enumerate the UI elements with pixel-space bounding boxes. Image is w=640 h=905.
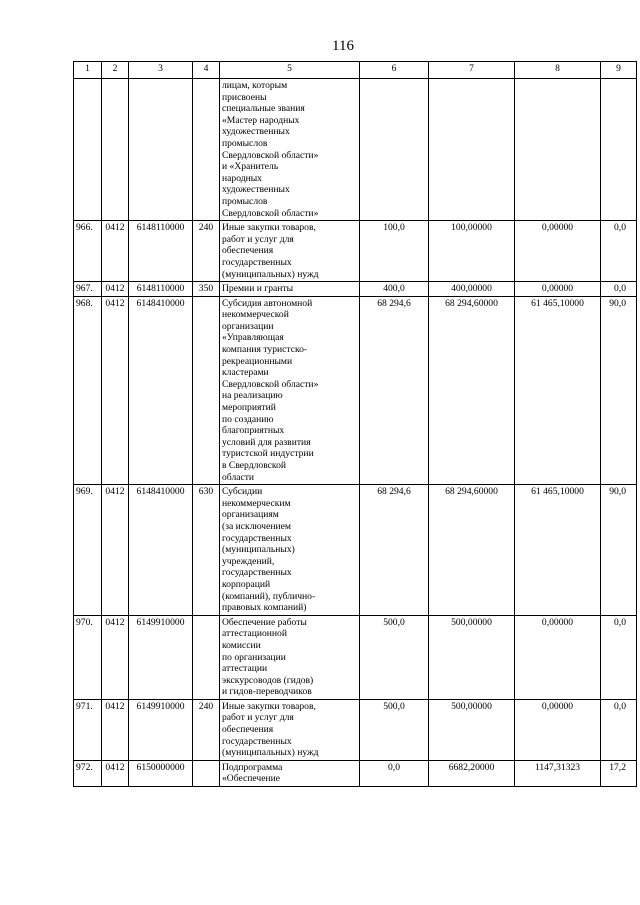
column-header: 3 bbox=[129, 62, 193, 79]
column-header: 4 bbox=[193, 62, 220, 79]
item-name-line: (муниципальных) bbox=[222, 544, 295, 556]
item-name-line: Свердловской области» bbox=[222, 149, 319, 161]
table-row bbox=[74, 760, 637, 786]
item-name bbox=[220, 485, 360, 616]
target-article-code: 6150000000 bbox=[129, 760, 193, 786]
item-name-line: учреждений, bbox=[222, 555, 275, 567]
table-row bbox=[74, 221, 637, 282]
approved-amount: 68 294,60000 bbox=[429, 485, 515, 616]
table-row bbox=[74, 615, 637, 699]
item-name-line: области bbox=[222, 471, 255, 483]
executed-amount: 0,00000 bbox=[515, 699, 601, 760]
column-header: 6 bbox=[360, 62, 429, 79]
expense-type-code bbox=[193, 296, 220, 485]
planned-amount bbox=[360, 79, 429, 221]
planned-amount: 68 294,6 bbox=[360, 485, 429, 616]
target-article-code: 6148410000 bbox=[129, 485, 193, 616]
item-name-line: Свердловской области» bbox=[222, 207, 319, 219]
item-name-line: правовых компаний) bbox=[222, 602, 307, 614]
row-number: 969. bbox=[74, 485, 102, 616]
row-number: 972. bbox=[74, 760, 102, 786]
column-header: 9 bbox=[601, 62, 637, 79]
item-name-line: экскурсоводов (гидов) bbox=[222, 674, 314, 686]
execution-percent: 17,2 bbox=[601, 760, 637, 786]
section-code: 0412 bbox=[102, 615, 129, 699]
item-name-line: Иные закупки товаров, bbox=[222, 700, 316, 712]
header-row bbox=[74, 62, 637, 79]
section-code: 0412 bbox=[102, 699, 129, 760]
target-article-code: 6149910000 bbox=[129, 615, 193, 699]
planned-amount: 500,0 bbox=[360, 615, 429, 699]
item-name-line: аттестации bbox=[222, 663, 268, 675]
item-name-line: благоприятных bbox=[222, 425, 285, 437]
executed-amount: 0,00000 bbox=[515, 615, 601, 699]
item-name-line: промыслов bbox=[222, 195, 268, 207]
item-name-line: на реализацию bbox=[222, 390, 283, 402]
execution-percent: 0,0 bbox=[601, 615, 637, 699]
section-code: 0412 bbox=[102, 221, 129, 282]
target-article-code bbox=[129, 79, 193, 221]
item-name-line: Иные закупки товаров, bbox=[222, 222, 316, 234]
item-name bbox=[220, 760, 360, 786]
item-name-line: рекреационными bbox=[222, 355, 293, 367]
planned-amount: 68 294,6 bbox=[360, 296, 429, 485]
item-name bbox=[220, 79, 360, 221]
item-name-line: присвоены bbox=[222, 91, 267, 103]
item-name-line: по созданию bbox=[222, 413, 274, 425]
planned-amount: 500,0 bbox=[360, 699, 429, 760]
item-name-line: «Управляющая bbox=[222, 332, 284, 344]
approved-amount: 400,00000 bbox=[429, 282, 515, 297]
item-name bbox=[220, 282, 360, 297]
item-name-line: лицам, которым bbox=[222, 80, 288, 91]
target-article-code: 6148410000 bbox=[129, 296, 193, 485]
item-name-line: обеспечения bbox=[222, 724, 274, 736]
item-name-line: художественных bbox=[222, 126, 290, 138]
section-code bbox=[102, 79, 129, 221]
row-number: 968. bbox=[74, 296, 102, 485]
item-name bbox=[220, 221, 360, 282]
execution-percent bbox=[601, 79, 637, 221]
column-header: 1 bbox=[74, 62, 102, 79]
item-name-line: некоммерческой bbox=[222, 309, 289, 321]
planned-amount: 0,0 bbox=[360, 760, 429, 786]
row-number: 966. bbox=[74, 221, 102, 282]
section-code: 0412 bbox=[102, 485, 129, 616]
item-name-line: по организации bbox=[222, 651, 286, 663]
item-name-line: обеспечения bbox=[222, 245, 274, 257]
item-name-line: условий для развития bbox=[222, 436, 311, 448]
expense-type-code: 630 bbox=[193, 485, 220, 616]
expense-type-code: 240 bbox=[193, 699, 220, 760]
item-name-line: некоммерческим bbox=[222, 497, 291, 509]
item-name-line: Премии и гранты bbox=[222, 283, 294, 295]
table-row bbox=[74, 485, 637, 616]
target-article-code: 6148110000 bbox=[129, 221, 193, 282]
row-number: 970. bbox=[74, 615, 102, 699]
executed-amount: 0,00000 bbox=[515, 221, 601, 282]
table-row bbox=[74, 296, 637, 485]
item-name-line: работ и услуг для bbox=[222, 712, 294, 724]
item-name-line: организации bbox=[222, 320, 274, 332]
item-name-line: мероприятий bbox=[222, 402, 276, 414]
item-name-line: Обеспечение работы bbox=[222, 616, 307, 628]
approved-amount: 500,00000 bbox=[429, 615, 515, 699]
item-name-line: организациям bbox=[222, 509, 279, 521]
column-header: 2 bbox=[102, 62, 129, 79]
target-article-code: 6149910000 bbox=[129, 699, 193, 760]
item-name-line: и «Хранитель bbox=[222, 161, 279, 173]
section-code: 0412 bbox=[102, 282, 129, 297]
item-name-line: государственных bbox=[222, 532, 292, 544]
item-name-line: Свердловской области» bbox=[222, 378, 319, 390]
executed-amount: 61 465,10000 bbox=[515, 485, 601, 616]
executed-amount bbox=[515, 79, 601, 221]
target-article-code: 6148110000 bbox=[129, 282, 193, 297]
column-header: 8 bbox=[515, 62, 601, 79]
item-name-line: аттестационной bbox=[222, 628, 287, 640]
item-name-line: в Свердловской bbox=[222, 460, 287, 471]
item-name-line: работ и услуг для bbox=[222, 233, 294, 245]
item-name-line: Подпрограмма bbox=[222, 761, 283, 773]
item-name-line: комиссии bbox=[222, 639, 261, 651]
item-name-line: и гидов-переводчиков bbox=[222, 686, 312, 698]
executed-amount: 1147,31323 bbox=[515, 760, 601, 786]
item-name bbox=[220, 615, 360, 699]
item-name-line: «Мастер народных bbox=[222, 114, 300, 126]
item-name-line: Субсидия автономной bbox=[222, 297, 313, 309]
section-code: 0412 bbox=[102, 760, 129, 786]
page-number: 116 bbox=[332, 38, 354, 54]
approved-amount: 500,00000 bbox=[429, 699, 515, 760]
expense-type-code bbox=[193, 615, 220, 699]
column-header: 5 bbox=[220, 62, 360, 79]
item-name bbox=[220, 296, 360, 485]
item-name-line: государственных bbox=[222, 567, 292, 579]
item-name-line: компания туристско- bbox=[222, 344, 308, 356]
row-number: 971. bbox=[74, 699, 102, 760]
approved-amount: 100,00000 bbox=[429, 221, 515, 282]
item-name-line: (за исключением bbox=[222, 520, 291, 532]
approved-amount: 68 294,60000 bbox=[429, 296, 515, 485]
execution-percent: 0,0 bbox=[601, 221, 637, 282]
item-name-line: (компаний), публично- bbox=[222, 590, 316, 602]
executed-amount: 61 465,10000 bbox=[515, 296, 601, 485]
item-name-line: народных bbox=[222, 172, 262, 184]
approved-amount bbox=[429, 79, 515, 221]
planned-amount: 400,0 bbox=[360, 282, 429, 297]
item-name-line: корпораций bbox=[222, 578, 271, 590]
expense-type-code bbox=[193, 760, 220, 786]
item-name-line: Субсидии bbox=[222, 486, 263, 498]
budget-table bbox=[73, 61, 637, 787]
item-name-line: кластерами bbox=[222, 367, 269, 379]
table-row bbox=[74, 699, 637, 760]
execution-percent: 90,0 bbox=[601, 485, 637, 616]
item-name-line: промыслов bbox=[222, 137, 268, 149]
item-name-line: «Обеспечение bbox=[222, 773, 280, 785]
item-name-line: специальные звания bbox=[222, 103, 305, 115]
expense-type-code: 350 bbox=[193, 282, 220, 297]
table-row bbox=[74, 282, 637, 297]
item-name-line: (муниципальных) нужд bbox=[222, 268, 319, 280]
expense-type-code bbox=[193, 79, 220, 221]
item-name-line: туристской индустрии bbox=[222, 448, 314, 460]
item-name bbox=[220, 699, 360, 760]
item-name-line: (муниципальных) нужд bbox=[222, 747, 319, 759]
item-name-line: государственных bbox=[222, 256, 292, 268]
section-code: 0412 bbox=[102, 296, 129, 485]
column-header: 7 bbox=[429, 62, 515, 79]
expense-type-code: 240 bbox=[193, 221, 220, 282]
approved-amount: 6682,20000 bbox=[429, 760, 515, 786]
planned-amount: 100,0 bbox=[360, 221, 429, 282]
execution-percent: 0,0 bbox=[601, 282, 637, 297]
executed-amount: 0,00000 bbox=[515, 282, 601, 297]
item-name-line: художественных bbox=[222, 184, 290, 196]
table-body bbox=[74, 79, 637, 787]
table-row bbox=[74, 79, 637, 221]
row-number bbox=[74, 79, 102, 221]
item-name-line: государственных bbox=[222, 735, 292, 747]
row-number: 967. bbox=[74, 282, 102, 297]
execution-percent: 90,0 bbox=[601, 296, 637, 485]
execution-percent: 0,0 bbox=[601, 699, 637, 760]
